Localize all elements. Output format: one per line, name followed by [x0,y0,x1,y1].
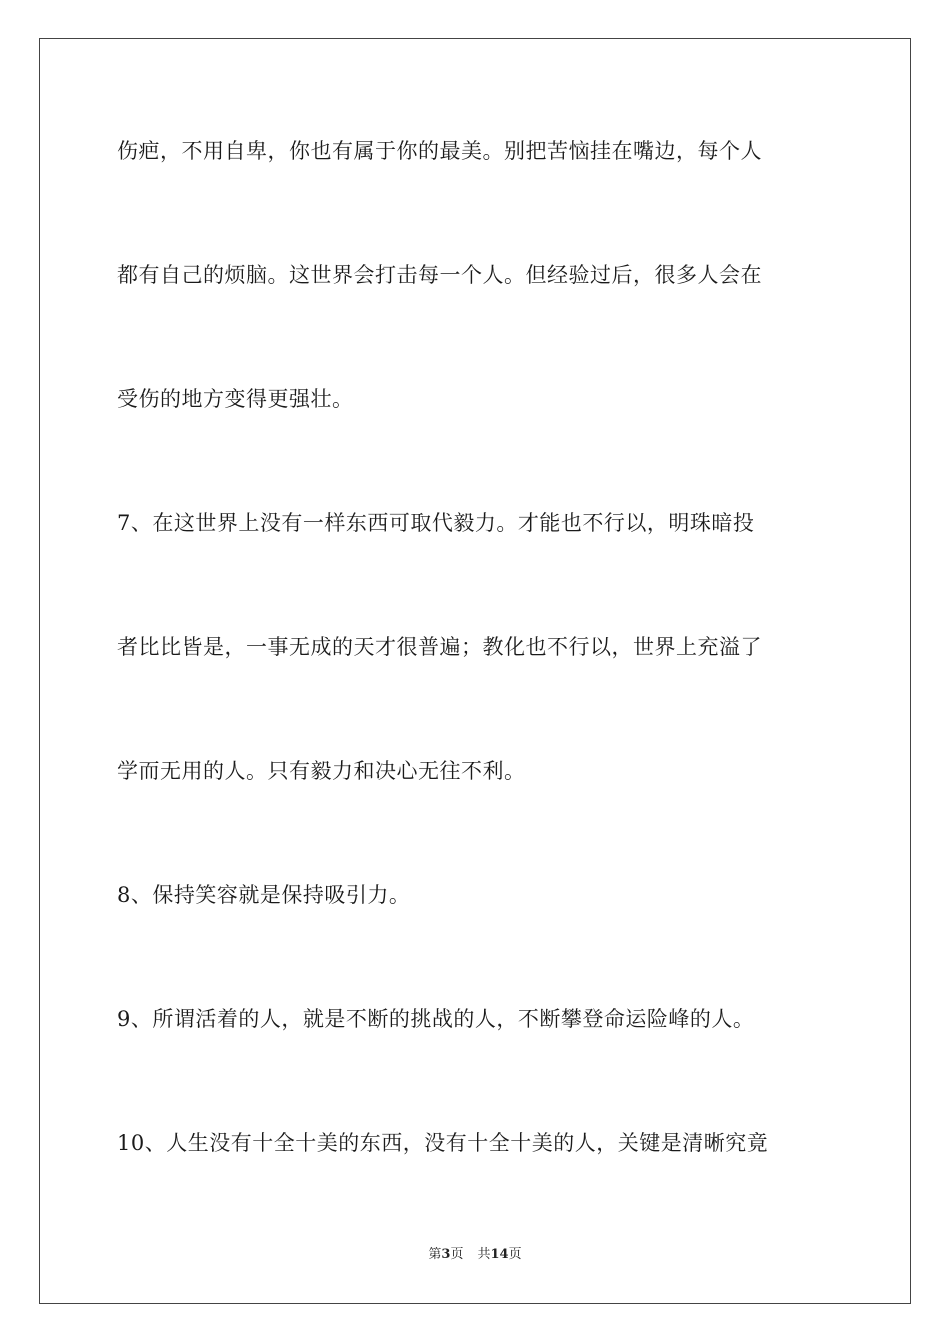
page-footer [0,1246,950,1264]
paragraph-line: 受伤的地方变得更强壮。 [117,387,354,411]
paragraph-line: 者比比皆是，一事无成的天才很普遍；教化也不行以，世界上充溢了 [117,635,762,659]
paragraph-line: 9、所谓活着的人，就是不断的挑战的人，不断攀登命运险峰的人。 [117,1007,755,1031]
page-border [39,38,911,1304]
paragraph-line: 学而无用的人。只有毅力和决心无往不利。 [117,759,526,783]
page-suffix: 页 [450,1247,464,1262]
page-number: 3 [441,1247,451,1262]
total-prefix: 共 [477,1247,491,1262]
page-prefix: 第 [428,1247,442,1262]
total-suffix: 页 [508,1247,522,1262]
paragraph-line: 10、人生没有十全十美的东西，没有十全十美的人，关键是清晰究竟 [117,1131,769,1155]
paragraph-line: 8、保持笑容就是保持吸引力。 [117,883,411,907]
total-pages: 14 [490,1247,509,1262]
paragraph-line: 伤疤，不用自卑，你也有属于你的最美。别把苦恼挂在嘴边，每个人 [117,139,762,163]
paragraph-line: 都有自己的烦脑。这世界会打击每一个人。但经验过后，很多人会在 [117,263,762,287]
paragraph-line: 7、在这世界上没有一样东西可取代毅力。才能也不行以，明珠暗投 [117,511,755,535]
